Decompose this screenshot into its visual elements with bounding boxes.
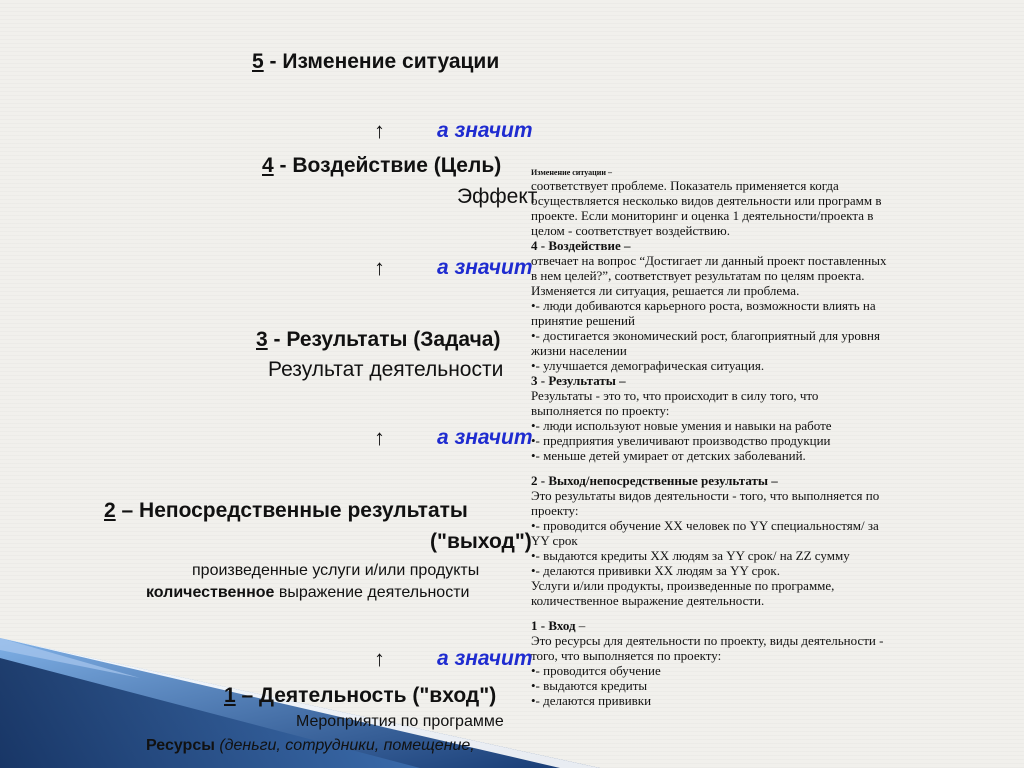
level-3-number: 3 (256, 328, 268, 351)
level-4-number: 4 (262, 154, 274, 177)
note-4-title: 4 - Воздействие – (531, 238, 631, 253)
level-3-subtitle: Результат деятельности (268, 358, 504, 381)
note-1-title-row (531, 618, 961, 633)
note-2-line: •- проводится обучение XX человек по YY специальностям/ за (531, 518, 879, 533)
level-2-heading (104, 499, 468, 523)
note-2-line: проекту: (531, 503, 579, 518)
connector-label: а значит (437, 647, 533, 670)
note-4-line: Изменяется ли ситуация, решается ли проблема. (531, 283, 800, 298)
note-3-line: •- меньше детей умирает от детских заболеваний. (531, 448, 806, 463)
note-4-line: •- достигается экономический рост, благоприятный для уровня (531, 328, 880, 343)
note-5-title: Изменение ситуации – (531, 168, 612, 177)
note-5-line: целом - соответствует воздействию. (531, 223, 730, 238)
note-3-line: выполняется по проекту: (531, 403, 670, 418)
note-5-line: проекте. Если мониторинг и оценка 1 деятельности/проекта в (531, 208, 874, 223)
up-arrow-icon: ↑ (374, 255, 385, 280)
note-2-line: YY срок (531, 533, 578, 548)
level-4-title: - Воздействие (Цель) (273, 154, 502, 177)
note-4-line: •- улучшается демографическая ситуация. (531, 358, 765, 373)
level-1-title: – Деятельность ("вход") (235, 684, 497, 707)
connector-label: а значит (437, 119, 533, 142)
note-2-line: количественное выражение деятельности. (531, 593, 765, 608)
level-2-quantity-word: количественное (146, 584, 275, 601)
level-2-quantity-rest: выражение деятельности (274, 584, 470, 601)
note-1-line: того, что выполняется по проекту: (531, 648, 722, 663)
note-1-title: 1 - Вход (531, 618, 576, 633)
note-5-line: соответствует проблеме. Показатель применяется когда (531, 178, 839, 193)
up-arrow-icon: ↑ (374, 646, 385, 671)
note-spacer (531, 608, 961, 618)
note-4-line: •- люди добиваются карьерного роста, возможности влиять на (531, 298, 876, 313)
level-2-subtitle: произведенные услуги и/или продукты (192, 562, 480, 579)
up-arrow-icon: ↑ (374, 118, 385, 143)
note-3-line: •- предприятия увеличивают производство продукции (531, 433, 831, 448)
notes-panel (531, 168, 961, 708)
level-1-heading (224, 684, 496, 708)
note-2-line: •- делаются прививки XX людям за YY срок. (531, 563, 780, 578)
level-4-subtitle: Эффект (457, 185, 538, 208)
level-5-number: 5 (252, 50, 264, 73)
level-2-number: 2 (104, 499, 116, 522)
level-3-title: - Результаты (Задача) (267, 328, 501, 351)
connector-label: а значит (437, 256, 533, 279)
note-2-line: Услуги и/или продукты, произведенные по программе, (531, 578, 835, 593)
level-1-resources (146, 737, 475, 755)
note-2-line: •- выдаются кредиты XX людям за YY срок/ на ZZ сумму (531, 548, 850, 563)
level-5-title: - Изменение ситуации (263, 50, 500, 73)
note-1-line: •- проводится обучение (531, 663, 661, 678)
note-spacer (531, 463, 961, 473)
up-arrow-icon: ↑ (374, 425, 385, 450)
note-1-line: •- делаются прививки (531, 693, 652, 708)
level-5-heading (252, 50, 499, 74)
level-2-heading-line2: ("выход") (430, 530, 532, 553)
note-5-line: осуществляется несколько видов деятельности или программ в (531, 193, 882, 208)
level-1-subtitle: Мероприятия по программе (296, 713, 504, 730)
level-4-heading (262, 154, 501, 178)
level-1-resources-word: Ресурсы (146, 737, 215, 754)
level-2-title: – Непосредственные результаты (115, 499, 468, 522)
note-4-line: отвечает на вопрос “Достигает ли данный проект поставленных (531, 253, 887, 268)
note-4-line: жизни населении (531, 343, 627, 358)
note-4-line: принятие решений (531, 313, 635, 328)
note-1-line: Это ресурсы для деятельности по проекту, виды деятельности - (531, 633, 884, 648)
note-1-dash: – (575, 618, 586, 633)
level-3-heading (256, 328, 500, 352)
note-3-line: •- люди используют новые умения и навыки на работе (531, 418, 832, 433)
note-1-line: •- выдаются кредиты (531, 678, 648, 693)
note-2-line: Это результаты видов деятельности - того, что выполняется по (531, 488, 880, 503)
level-2-subtitle-2 (146, 584, 469, 602)
connector-label: а значит (437, 426, 533, 449)
level-1-number: 1 (224, 684, 236, 707)
note-3-line: Результаты - это то, что происходит в силу того, что (531, 388, 819, 403)
note-3-title: 3 - Результаты – (531, 373, 626, 388)
note-4-line: в нем целей?”, соответствует результатам по целям проекта. (531, 268, 865, 283)
level-1-resources-list: (деньги, сотрудники, помещение, (214, 737, 475, 754)
note-2-title: 2 - Выход/непосредственные результаты – (531, 473, 778, 488)
